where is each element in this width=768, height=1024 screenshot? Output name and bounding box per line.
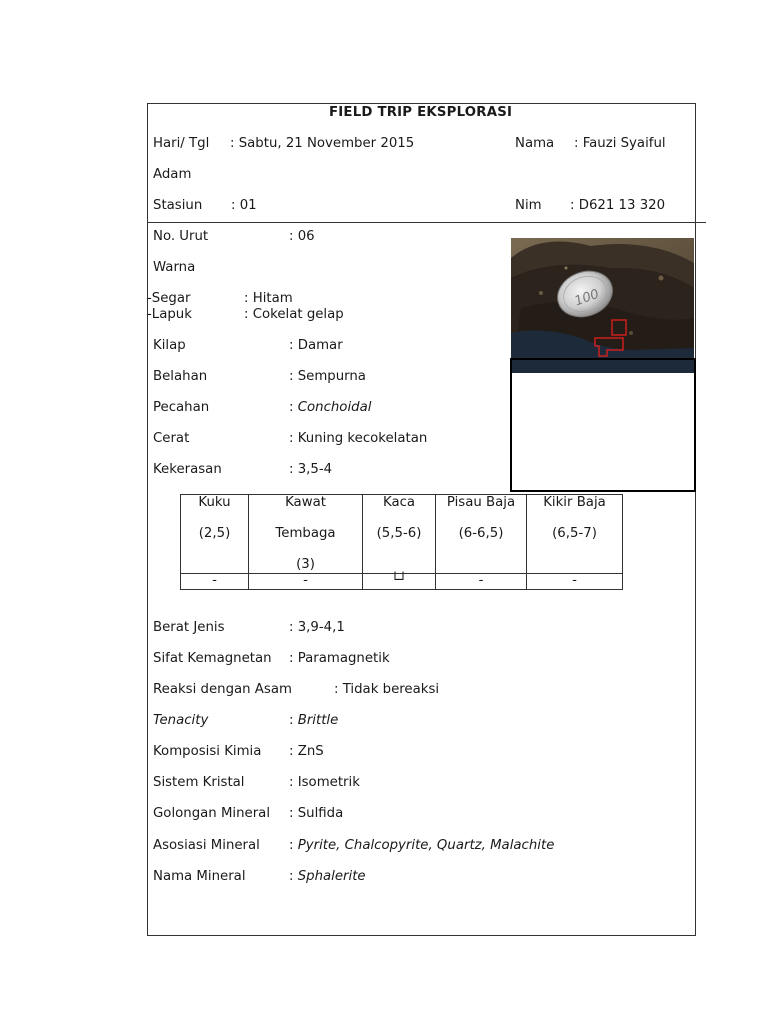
header-divider [147,222,706,223]
nama-mineral-value: : Sphalerite [289,869,366,884]
hari-label: Hari/ Tgl [153,136,210,151]
nim-label: Nim [515,198,542,213]
kaca-value: (5,5-6) [376,526,422,541]
berat-jenis-label: Berat Jenis [153,620,225,635]
no-urut-value: : 06 [289,229,315,244]
asosiasi-mineral-value: : Pyrite, Chalcopyrite, Quartz, Malachite [289,838,555,853]
cerat-value: : Kuning kecokelatan [289,431,428,446]
sistem-kristal-value: : Isometrik [289,775,360,790]
komposisi-kimia-label: Komposisi Kimia [153,744,262,759]
reaksi-asam-value: : Tidak bereaksi [334,682,440,697]
kaca-label: Kaca [382,495,416,510]
hari-value: : Sabtu, 21 November 2015 [230,136,415,151]
hardness-table [180,494,623,590]
reaksi-asam-label: Reaksi dengan Asam [153,682,292,697]
segar-value: : Hitam [244,291,293,306]
kawat-label: Kawat [285,495,326,510]
kekerasan-label: Kekerasan [153,462,222,477]
kilap-value: : Damar [289,338,343,353]
belahan-value: : Sempurna [289,369,366,384]
kikir-baja-result: - [527,574,623,590]
berat-jenis-value: : 3,9-4,1 [289,620,345,635]
lapuk-value: : Cokelat gelap [244,307,344,322]
pisau-baja-result: - [436,574,527,590]
pecahan-value: : Conchoidal [289,400,372,415]
tenacity-value: : Brittle [289,713,339,728]
lapuk-label: -Lapuk [147,307,192,322]
nama-label: Nama [515,136,555,151]
hardness-col-kaca [363,495,436,574]
kuku-result: - [181,574,249,590]
sifat-kemagnetan-label: Sifat Kemagnetan [153,651,272,666]
no-urut-label: No. Urut [153,229,209,244]
hardness-col-kikir-baja [527,495,623,574]
photo-frame-box [510,358,696,492]
sifat-kemagnetan-value: : Paramagnetik [289,651,390,666]
stasiun-label: Stasiun [153,198,203,213]
mineral-photo [511,238,694,373]
hardness-col-kawat-tembaga [249,495,363,574]
pisau-baja-label: Pisau Baja [446,495,516,510]
hardness-col-pisau-baja [436,495,527,574]
kilap-label: Kilap [153,338,186,353]
hardness-col-kuku [181,495,249,574]
tembaga-label: Tembaga [275,526,336,541]
form-title: FIELD TRIP EKSPLORASI [329,105,513,120]
kuku-value: (2,5) [198,526,231,541]
kekerasan-value: : 3,5-4 [289,462,333,477]
komposisi-kimia-value: : ZnS [289,744,324,759]
coin-label: 100 [572,286,602,310]
kaca-result: └┘ [363,574,436,590]
nama-value: : Fauzi Syaiful [574,136,666,151]
nama-continuation: Adam [153,167,192,182]
belahan-label: Belahan [153,369,208,384]
asosiasi-mineral-label: Asosiasi Mineral [153,838,260,853]
stasiun-value: : 01 [231,198,257,213]
pecahan-label: Pecahan [153,400,210,415]
nim-value: : D621 13 320 [570,198,666,213]
sistem-kristal-label: Sistem Kristal [153,775,245,790]
pisau-baja-value: (6-6,5) [458,526,504,541]
cerat-label: Cerat [153,431,190,446]
kawat-tembaga-result: - [249,574,363,590]
golongan-mineral-label: Golongan Mineral [153,806,271,821]
kawat-tembaga-value: (3) [296,557,315,572]
segar-label: -Segar [147,291,191,306]
warna-label: Warna [153,260,196,275]
kuku-label: Kuku [198,495,231,510]
kikir-baja-label: Kikir Baja [543,495,606,510]
nama-mineral-label: Nama Mineral [153,869,246,884]
kikir-baja-value: (6,5-7) [552,526,597,541]
tenacity-label: Tenacity [153,713,209,728]
golongan-mineral-value: : Sulfida [289,806,344,821]
